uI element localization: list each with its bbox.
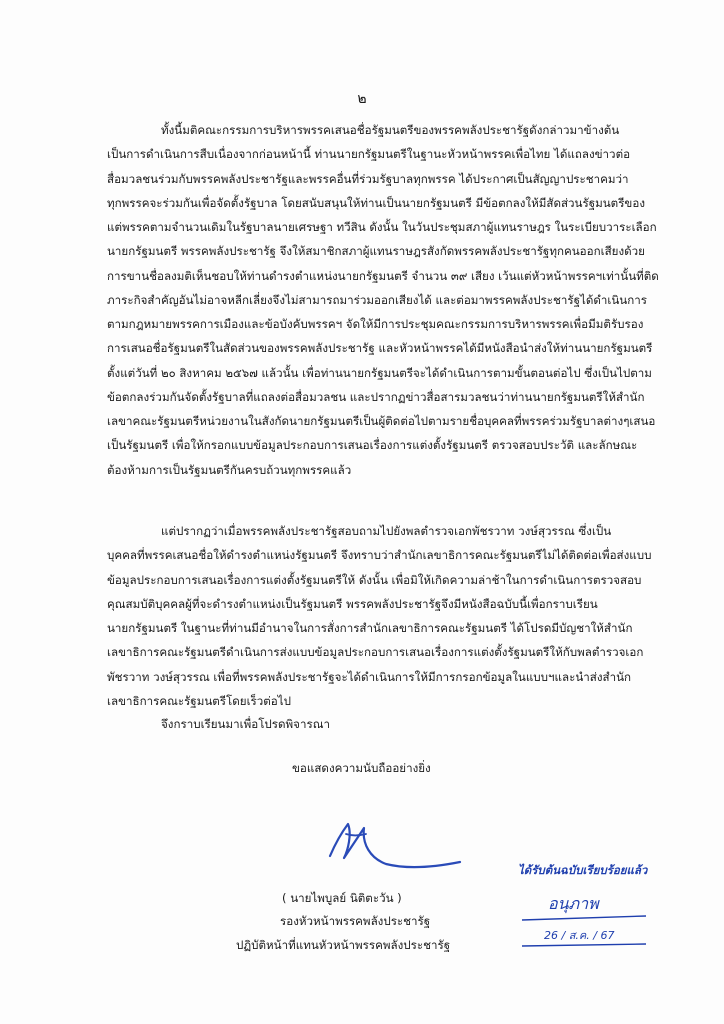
- text-line: ทั้งนี้มติคณะกรรมการบริหารพรรคเสนอชื่อรัฐมนตรีของพรรคพลังประชารัฐดังกล่าวมาข้างต้น: [161, 123, 620, 137]
- text-line: การเสนอชื่อรัฐมนตรีในสัดส่วนของพรรคพลังประชารัฐ และหัวหน้าพรรคได้มีหนังสือนำส่งให้ท่านนายกรัฐมนตรี: [107, 341, 653, 356]
- text-line: เลขาคณะรัฐมนตรีหน่วยงานในสังกัดนายกรัฐมนตรีเป็นผู้ติดต่อไปตามรายชื่อบุคคลที่พรรคร่วมรัฐบาลต่างๆเสนอ: [107, 414, 656, 428]
- paragraph-1: [107, 118, 679, 482]
- text-line: บุคคลที่พรรคเสนอชื่อให้ดำรงตำแหน่งรัฐมนตรี จึงทราบว่าสำนักเลขาธิการคณะรัฐมนตรีไม่ได้ติดต่อเพื่อส่งแบบ: [107, 548, 652, 563]
- text-line: ข้อตกลงร่วมกันจัดตั้งรัฐบาลที่แถลงต่อสื่อมวลชน และปรากฏข่าวสื่อสารมวลชนว่าท่านนายกรัฐมนตรีให้สำนัก: [107, 389, 645, 404]
- paragraph-2: [107, 519, 679, 713]
- receipt-stamp: [518, 862, 648, 958]
- text-line: ตามกฎหมายพรรคการเมืองและข้อบังคับพรรคฯ จัดให้มีการประชุมคณะกรรมการบริหารพรรคเพื่อมีมติรับรอง: [107, 317, 644, 331]
- signer-title: รองหัวหน้าพรรคพลังประชารัฐ: [280, 914, 431, 928]
- text-line: ข้อมูลประกอบการเสนอเรื่องการแต่งตั้งรัฐมนตรีให้ ดังนั้น เพื่อมิให้เกิดความล่าช้าในการดำเนินการตรวจสอบ: [107, 572, 642, 587]
- text-line: แต่ปรากฏว่าเมื่อพรรคพลังประชารัฐสอบถามไปยังพลตำรวจเอกพัชรวาท วงษ์สุวรรณ ซึ่งเป็น: [161, 524, 612, 538]
- text-line: ทุกพรรคจะร่วมกันเพื่อจัดตั้งรัฐบาล โดยสนับสนุนให้ท่านเป็นนายกรัฐมนตรี มีข้อตกลงให้มีสัดส่วนรัฐมนตรีของ: [107, 195, 645, 210]
- signature: [300, 798, 470, 878]
- stamp-received-text: ได้รับต้นฉบับเรียบร้อยแล้ว: [518, 863, 648, 877]
- text-line: การขานชื่อลงมติเห็นชอบให้ท่านดำรงตำแหน่งนายกรัฐมนตรี จำนวน ๓๙ เสียง เว้นแต่หัวหน้าพรรคฯเท่านั้นที่ติด: [107, 268, 659, 283]
- text-line: ภาระกิจสำคัญอันไม่อาจหลีกเลี่ยงจึงไม่สามารถมาร่วมออกเสียงได้ และต่อมาพรรคพลังประชารัฐได้ดำเนินการ: [107, 292, 647, 307]
- text-line: เป็นการดำเนินการสืบเนื่องจากก่อนหน้านี้ ท่านนายกรัฐมนตรีในฐานะหัวหน้าพรรคเพื่อไทย ได้แถลงข่าวต่อ: [107, 147, 631, 162]
- signer-role: ปฏิบัติหน้าที่แทนหัวหน้าพรรคพลังประชารัฐ: [236, 938, 451, 952]
- signer-name: ( นายไพบูลย์ นิติตะวัน ): [282, 891, 402, 905]
- text-line: สื่อมวลชนร่วมกับพรรคพลังประชารัฐและพรรคอื่นที่ร่วมรัฐบาลทุกพรรค ได้ประกาศเป็นสัญญาประชาคมว่า: [107, 171, 629, 186]
- page-number: ๒: [357, 91, 367, 107]
- text-line: เลขาธิการคณะรัฐมนตรีดำเนินการส่งแบบข้อมูลประกอบการเสนอเรื่องการแต่งตั้งรัฐมนตรีให้กับพลตำรวจเอก: [107, 645, 644, 660]
- stamp-date: 26 / ส.ค. / 67: [544, 929, 615, 942]
- text-line: นายกรัฐมนตรี ในฐานะที่ท่านมีอำนาจในการสั่งการสำนักเลขาธิการคณะรัฐมนตรี ได้โปรดมีบัญชาให้สำนัก: [107, 621, 633, 635]
- stamp-receiver-name: อนุภาพ: [548, 894, 599, 913]
- signature-icon: [300, 798, 470, 878]
- text-line: ตั้งแต่วันที่ ๒๐ สิงหาคม ๒๕๖๗ แล้วนั้น เพื่อท่านนายกรัฐมนตรีจะได้ดำเนินการตามขั้นตอนต่อไป ซึ่งเป็นไปตาม: [107, 365, 652, 380]
- text-line: ต้องห้ามการเป็นรัฐมนตรีกันครบถ้วนทุกพรรคแล้ว: [107, 462, 352, 477]
- closing-line: จึงกราบเรียนมาเพื่อโปรดพิจารณา: [161, 717, 330, 731]
- regards-line: ขอแสดงความนับถืออย่างยิ่ง: [292, 761, 431, 775]
- text-line: แต่พรรคตามจำนวนเดิมในรัฐบาลนายเศรษฐา ทวีสิน ดังนั้น ในวันประชุมสภาผู้แทนราษฎร ในระเบียบวาระเลือก: [107, 220, 657, 234]
- text-line: เลขาธิการคณะรัฐมนตรีโดยเร็วต่อไป: [107, 693, 291, 708]
- text-line: พัชรวาท วงษ์สุวรรณ เพื่อที่พรรคพลังประชารัฐจะได้ดำเนินการให้มีการกรอกข้อมูลในแบบฯและนำส่งสำนัก: [107, 669, 632, 684]
- text-line: นายกรัฐมนตรี พรรคพลังประชารัฐ จึงให้สมาชิกสภาผู้แทนราษฎรสังกัดพรรคพลังประชารัฐทุกคนออกเสียงด้วย: [107, 244, 645, 259]
- text-line: เป็นรัฐมนตรี เพื่อให้กรอกแบบข้อมูลประกอบการเสนอเรื่องการแต่งตั้งรัฐมนตรี ตรวจสอบประวัติ และลักษณะ: [107, 438, 638, 453]
- text-line: คุณสมบัติบุคคลผู้ที่จะดำรงตำแหน่งเป็นรัฐมนตรี พรรคพลังประชารัฐจึงมีหนังสือฉบับนี้เพื่อกราบเรียน: [107, 596, 598, 611]
